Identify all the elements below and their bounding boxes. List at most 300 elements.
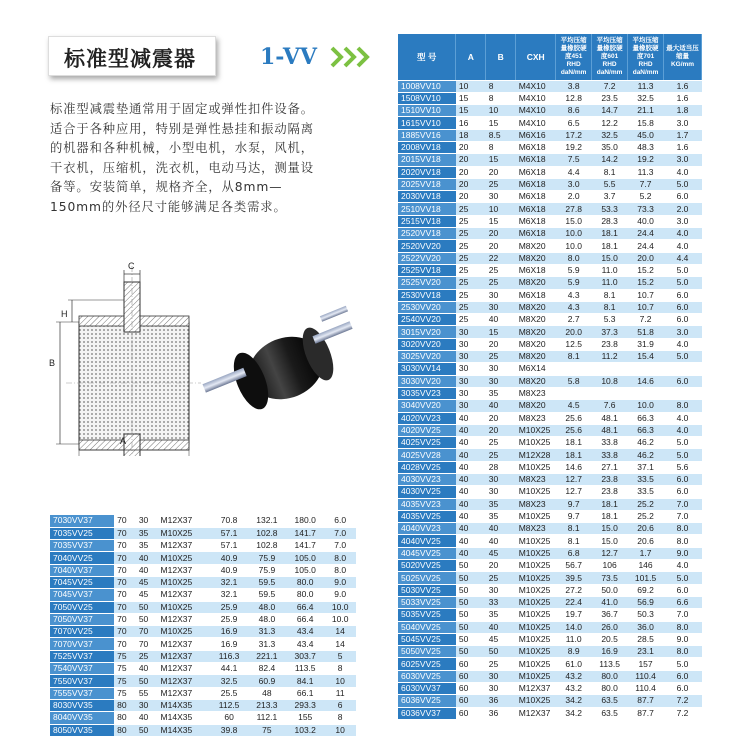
table-cell: 303.7 (286, 650, 324, 662)
table-cell: 4.5 (556, 400, 592, 412)
table-row (398, 683, 702, 695)
table-cell: 26.0 (592, 621, 628, 633)
cell-model: 8030VV35 (50, 699, 114, 711)
table-cell: 6.0 (664, 314, 702, 326)
table-row (398, 658, 702, 670)
table-cell: 40.9 (210, 552, 247, 564)
table-cell: M8X23 (516, 412, 556, 424)
table-cell: 8.0 (324, 564, 356, 576)
table-row (398, 338, 702, 350)
table-cell: 30 (456, 363, 486, 375)
table-cell: 6.0 (664, 301, 702, 313)
table-cell: M4X10 (516, 105, 556, 117)
table-cell: 43.4 (286, 626, 324, 638)
table-cell (628, 363, 664, 375)
table-row (398, 523, 702, 535)
table-cell: 25 (456, 240, 486, 252)
cell-model: 4020VV23 (398, 412, 456, 424)
table-cell: M10X25 (516, 535, 556, 547)
table-cell: 5.0 (664, 264, 702, 276)
table-cell: M10X25 (158, 576, 211, 588)
table-cell: 56.7 (556, 560, 592, 572)
table-cell: 27.8 (556, 203, 592, 215)
table-cell: 75.9 (248, 564, 286, 576)
table-cell: 63.5 (592, 707, 628, 719)
table-cell: 32.5 (592, 129, 628, 141)
table-cell: 6.0 (324, 515, 356, 527)
cell-model: 2522VV20 (398, 252, 456, 264)
table-row (50, 515, 356, 527)
cell-model: 3030VV20 (398, 375, 456, 387)
table-cell: 8.1 (556, 535, 592, 547)
cell-model: 4020VV25 (398, 424, 456, 436)
table-cell: 3.8 (556, 80, 592, 92)
table-cell: M10X25 (516, 596, 556, 608)
table-cell: 1.6 (664, 80, 702, 92)
table-cell: 6.0 (664, 486, 702, 498)
table-cell: 27.2 (556, 584, 592, 596)
cell-model: 1508VV10 (398, 92, 456, 104)
table-cell: 19.2 (556, 141, 592, 153)
table-cell: 43.4 (286, 638, 324, 650)
cell-model: 4040VV23 (398, 523, 456, 535)
table-cell: 50.0 (592, 584, 628, 596)
table-cell: 6.8 (556, 547, 592, 559)
table-cell: 11.0 (592, 264, 628, 276)
table-cell: 16.9 (592, 646, 628, 658)
table-cell: 15.0 (592, 523, 628, 535)
table-cell: 25 (486, 437, 516, 449)
table-cell: 12.8 (556, 92, 592, 104)
cell-model: 4025VV28 (398, 449, 456, 461)
table-row (50, 712, 356, 724)
table-cell: 9.7 (556, 498, 592, 510)
table-cell: 70 (114, 527, 136, 539)
description-line: 干衣机，压缩机，洗衣机，电动马达，测量设 (50, 160, 314, 175)
table-cell: 180.0 (286, 515, 324, 527)
table-row (398, 609, 702, 621)
table-cell: 5.0 (664, 449, 702, 461)
table-cell: 18.1 (556, 437, 592, 449)
table-cell: 2.7 (556, 314, 592, 326)
table-cell: 8.0 (664, 400, 702, 412)
table-cell: 22.4 (556, 596, 592, 608)
table-cell: 50 (136, 675, 158, 687)
table-cell: 8.0 (556, 252, 592, 264)
table-row (398, 572, 702, 584)
table-cell: 20 (486, 424, 516, 436)
table-cell: 10.0 (324, 613, 356, 625)
cell-model: 7555VV37 (50, 687, 114, 699)
table-cell: 40 (456, 486, 486, 498)
table-cell: M10X25 (516, 437, 556, 449)
table-cell: 40 (456, 498, 486, 510)
cell-model: 3015VV20 (398, 326, 456, 338)
table-cell: 3.0 (556, 178, 592, 190)
table-cell: 30 (456, 351, 486, 363)
table-cell: 14.7 (592, 105, 628, 117)
spec-table-continued (50, 515, 356, 737)
table-cell: 20.6 (628, 535, 664, 547)
table-cell: 33.8 (592, 449, 628, 461)
table-cell: 43.2 (556, 670, 592, 682)
table-cell: 19.7 (556, 609, 592, 621)
table-cell: 80 (114, 712, 136, 724)
table-cell: 7.0 (324, 527, 356, 539)
table-row (398, 596, 702, 608)
table-cell: M12X37 (158, 540, 211, 552)
table-cell: 8 (486, 141, 516, 153)
cell-model: 1885VV16 (398, 129, 456, 141)
table-cell: 8 (486, 80, 516, 92)
table-cell: 80 (114, 699, 136, 711)
table-row (398, 547, 702, 559)
table-cell: 7.5 (556, 154, 592, 166)
table-row (398, 510, 702, 522)
table-cell: 25 (456, 277, 486, 289)
table-cell: 40 (486, 314, 516, 326)
cell-model: 6036VV25 (398, 695, 456, 707)
cell-model: 7540VV37 (50, 663, 114, 675)
table-cell: 112.5 (210, 699, 247, 711)
table-row (50, 601, 356, 613)
table-cell: 9.7 (556, 510, 592, 522)
table-cell: 28.5 (628, 633, 664, 645)
table-cell: M8X20 (516, 351, 556, 363)
table-cell: 35.0 (592, 141, 628, 153)
table-cell: 84.1 (286, 675, 324, 687)
table-cell: 33.5 (628, 474, 664, 486)
table-cell: 66.3 (628, 424, 664, 436)
table-cell: 53.3 (592, 203, 628, 215)
cell-model: 4030VV25 (398, 486, 456, 498)
table-cell: 34.2 (556, 707, 592, 719)
table-cell: 113.5 (592, 658, 628, 670)
table-cell: 27.1 (592, 461, 628, 473)
table-row (398, 141, 702, 153)
table-row (398, 424, 702, 436)
table-cell: 12.7 (556, 474, 592, 486)
table-row (398, 191, 702, 203)
table-cell: 60 (210, 712, 247, 724)
table-cell: 146 (628, 560, 664, 572)
table-cell: 5.0 (664, 658, 702, 670)
table-cell (592, 387, 628, 399)
table-row (50, 576, 356, 588)
table-row (50, 589, 356, 601)
table-cell: M8X23 (516, 523, 556, 535)
spec-table-body (50, 515, 356, 736)
table-cell: M8X20 (516, 277, 556, 289)
table-cell: 2.0 (556, 191, 592, 203)
table-cell: 37.1 (628, 461, 664, 473)
table-cell: 25 (456, 203, 486, 215)
table-cell: 30 (486, 301, 516, 313)
product-photo (203, 306, 353, 414)
table-cell: 70 (114, 515, 136, 527)
table-cell: 36 (486, 695, 516, 707)
table-cell: 2.0 (664, 203, 702, 215)
table-cell: 20 (456, 178, 486, 190)
table-cell: 14.2 (592, 154, 628, 166)
table-cell: 15 (486, 326, 516, 338)
table-row (50, 552, 356, 564)
table-row (50, 724, 356, 736)
table-cell: 30 (486, 486, 516, 498)
table-row (398, 314, 702, 326)
table-cell: 10.0 (628, 400, 664, 412)
table-cell: M8X20 (516, 375, 556, 387)
table-row (398, 264, 702, 276)
table-cell: M12X37 (158, 675, 211, 687)
cell-model: 2525VV20 (398, 277, 456, 289)
table-row (398, 449, 702, 461)
table-cell: 66.4 (286, 613, 324, 625)
table-cell: 4.4 (664, 252, 702, 264)
table-cell: 116.3 (210, 650, 247, 662)
cell-model: 2520VV20 (398, 240, 456, 252)
table-row (398, 215, 702, 227)
table-cell: 28 (486, 461, 516, 473)
cell-model: 6030VV37 (398, 683, 456, 695)
table-cell: 7.0 (664, 510, 702, 522)
table-cell: 11.3 (628, 80, 664, 92)
table-cell: 5.9 (556, 264, 592, 276)
cell-model: 2025VV18 (398, 178, 456, 190)
table-cell: 70 (114, 601, 136, 613)
table-cell: 60 (456, 707, 486, 719)
table-cell: M8X23 (516, 387, 556, 399)
table-cell: 18.1 (592, 510, 628, 522)
cell-model: 2530VV18 (398, 289, 456, 301)
table-cell: 40 (456, 449, 486, 461)
table-cell: M8X20 (516, 314, 556, 326)
table-cell: 20.5 (592, 633, 628, 645)
table-cell: M12X37 (158, 564, 211, 576)
table-row (398, 92, 702, 104)
table-cell: 8.1 (556, 351, 592, 363)
table-cell: M10X25 (158, 601, 211, 613)
table-cell (556, 363, 592, 375)
cell-model: 4035VV23 (398, 498, 456, 510)
table-cell: M10X25 (158, 626, 211, 638)
table-cell: 25 (456, 215, 486, 227)
table-cell: 8.1 (556, 523, 592, 535)
table-cell: 60.9 (248, 675, 286, 687)
table-row (398, 154, 702, 166)
table-cell: 80.0 (286, 576, 324, 588)
table-cell: 34.2 (556, 695, 592, 707)
table-cell: 24.4 (628, 228, 664, 240)
table-cell: 15.2 (628, 277, 664, 289)
cell-model: 5025VV25 (398, 572, 456, 584)
table-cell: 25 (486, 658, 516, 670)
table-cell: 9.0 (324, 576, 356, 588)
table-cell: 35 (486, 510, 516, 522)
dim-c-label: C (128, 261, 135, 271)
cell-model: 3035VV23 (398, 387, 456, 399)
table-cell: M4X10 (516, 117, 556, 129)
table-cell: 18 (456, 129, 486, 141)
table-cell: 70 (114, 638, 136, 650)
table-cell: 57.1 (210, 527, 247, 539)
table-cell: 66.3 (628, 412, 664, 424)
table-cell: 18.1 (592, 498, 628, 510)
table-cell: M12X37 (158, 687, 211, 699)
cell-model: 1615VV10 (398, 117, 456, 129)
header-a: A (456, 34, 486, 80)
table-cell: M10X25 (516, 572, 556, 584)
cell-model: 2510VV18 (398, 203, 456, 215)
table-cell: 5.5 (592, 178, 628, 190)
table-cell: 20 (486, 166, 516, 178)
table-cell: M6X18 (516, 215, 556, 227)
table-cell: 80.0 (592, 683, 628, 695)
table-cell: 7.6 (592, 400, 628, 412)
table-row (398, 277, 702, 289)
table-cell: 103.2 (286, 724, 324, 736)
table-cell: M12X37 (158, 663, 211, 675)
cell-model: 2525VV18 (398, 264, 456, 276)
table-row (398, 584, 702, 596)
table-cell: M6X18 (516, 203, 556, 215)
table-cell: 8.0 (664, 621, 702, 633)
table-cell: 10.0 (324, 601, 356, 613)
cell-model: 2530VV20 (398, 301, 456, 313)
table-row (398, 178, 702, 190)
table-cell: 213.3 (248, 699, 286, 711)
table-cell: 15.0 (592, 535, 628, 547)
description-line: 适合于各种应用，特别是弹性悬挂和振动隔离 (50, 121, 314, 136)
cell-model: 7035VV37 (50, 540, 114, 552)
cell-model: 1008VV10 (398, 80, 456, 92)
table-cell: 10.7 (628, 301, 664, 313)
table-cell: 9.0 (664, 547, 702, 559)
table-cell: 11.3 (628, 166, 664, 178)
table-cell: 4.3 (556, 301, 592, 313)
table-cell: 20 (486, 338, 516, 350)
table-cell: 25 (136, 650, 158, 662)
table-cell: 55 (136, 687, 158, 699)
cell-model: 3030VV14 (398, 363, 456, 375)
header-701rhd: 平均压缩量橡胶硬度701 RHD daN/mm (628, 34, 664, 80)
header-cxh: CXH (516, 34, 556, 80)
product-drawing (46, 256, 356, 456)
cell-model: 6030VV25 (398, 670, 456, 682)
table-cell: 40 (456, 510, 486, 522)
table-cell (664, 363, 702, 375)
table-cell: 70 (136, 638, 158, 650)
table-cell: 25 (456, 264, 486, 276)
table-cell: 66.1 (286, 687, 324, 699)
table-cell: 20 (486, 240, 516, 252)
table-cell: 3.0 (664, 154, 702, 166)
table-cell: 50 (136, 613, 158, 625)
cell-model: 3025VV20 (398, 351, 456, 363)
table-row (398, 375, 702, 387)
table-cell: 25 (486, 264, 516, 276)
table-cell: 25.9 (210, 613, 247, 625)
spec-table (398, 34, 702, 720)
table-cell: M14X35 (158, 712, 211, 724)
cell-model: 5050VV25 (398, 646, 456, 658)
table-cell: 51.8 (628, 326, 664, 338)
table-row (50, 687, 356, 699)
table-cell: 10.0 (556, 228, 592, 240)
table-cell: 221.1 (248, 650, 286, 662)
table-cell: 15 (486, 117, 516, 129)
table-cell: 30 (456, 375, 486, 387)
table-cell (556, 387, 592, 399)
table-cell: M10X25 (516, 510, 556, 522)
cell-model: 4035VV25 (398, 510, 456, 522)
table-cell: 50 (136, 724, 158, 736)
cell-model: 7030VV37 (50, 515, 114, 527)
table-cell: 63.5 (592, 695, 628, 707)
table-cell: 8 (324, 712, 356, 724)
table-cell: 25 (486, 449, 516, 461)
table-cell: 40 (136, 552, 158, 564)
cell-model: 7550VV37 (50, 675, 114, 687)
table-cell: 35 (486, 387, 516, 399)
cell-model: 2515VV18 (398, 215, 456, 227)
table-cell: M10X25 (516, 658, 556, 670)
header-601rhd: 平均压缩量橡胶硬度601 RHD daN/mm (592, 34, 628, 80)
table-cell: 33.8 (592, 437, 628, 449)
table-cell: 4.0 (664, 166, 702, 178)
table-cell: 23.1 (628, 646, 664, 658)
table-cell: 106 (592, 560, 628, 572)
table-cell: 12.2 (592, 117, 628, 129)
table-row (398, 240, 702, 252)
table-cell: 61.0 (556, 658, 592, 670)
table-cell: 10.8 (592, 375, 628, 387)
table-cell: M14X35 (158, 699, 211, 711)
table-cell: 82.4 (248, 663, 286, 675)
table-cell: M6X18 (516, 178, 556, 190)
table-cell: 48.0 (248, 601, 286, 613)
table-cell: 50 (136, 601, 158, 613)
table-cell: 3.7 (592, 191, 628, 203)
table-cell: 32.5 (628, 92, 664, 104)
table-cell: 5.0 (664, 351, 702, 363)
cell-model: 2008VV18 (398, 141, 456, 153)
table-cell: 87.7 (628, 707, 664, 719)
table-cell: 59.5 (248, 576, 286, 588)
table-cell: 48 (248, 687, 286, 699)
table-cell: 8.0 (664, 646, 702, 658)
table-cell: 50 (456, 572, 486, 584)
table-cell: 70 (114, 589, 136, 601)
table-cell: 57.1 (210, 540, 247, 552)
table-cell: 36.7 (592, 609, 628, 621)
table-cell: 18.1 (592, 240, 628, 252)
table-cell: 70.8 (210, 515, 247, 527)
table-cell: 14 (324, 638, 356, 650)
table-cell: 75 (114, 663, 136, 675)
table-cell: 15 (456, 92, 486, 104)
table-cell: 1.6 (664, 92, 702, 104)
table-cell: M6X18 (516, 289, 556, 301)
description-line: 标准型减震垫通常用于固定或弹性扣件设备。 (50, 102, 314, 116)
table-cell: 24.4 (628, 240, 664, 252)
table-cell: 41.0 (592, 596, 628, 608)
table-cell: 45 (486, 547, 516, 559)
table-cell: 141.7 (286, 527, 324, 539)
table-cell: 36.0 (628, 621, 664, 633)
table-row (398, 117, 702, 129)
description-line: 150mm的外径尺寸能够满足各类需求。 (50, 199, 287, 214)
